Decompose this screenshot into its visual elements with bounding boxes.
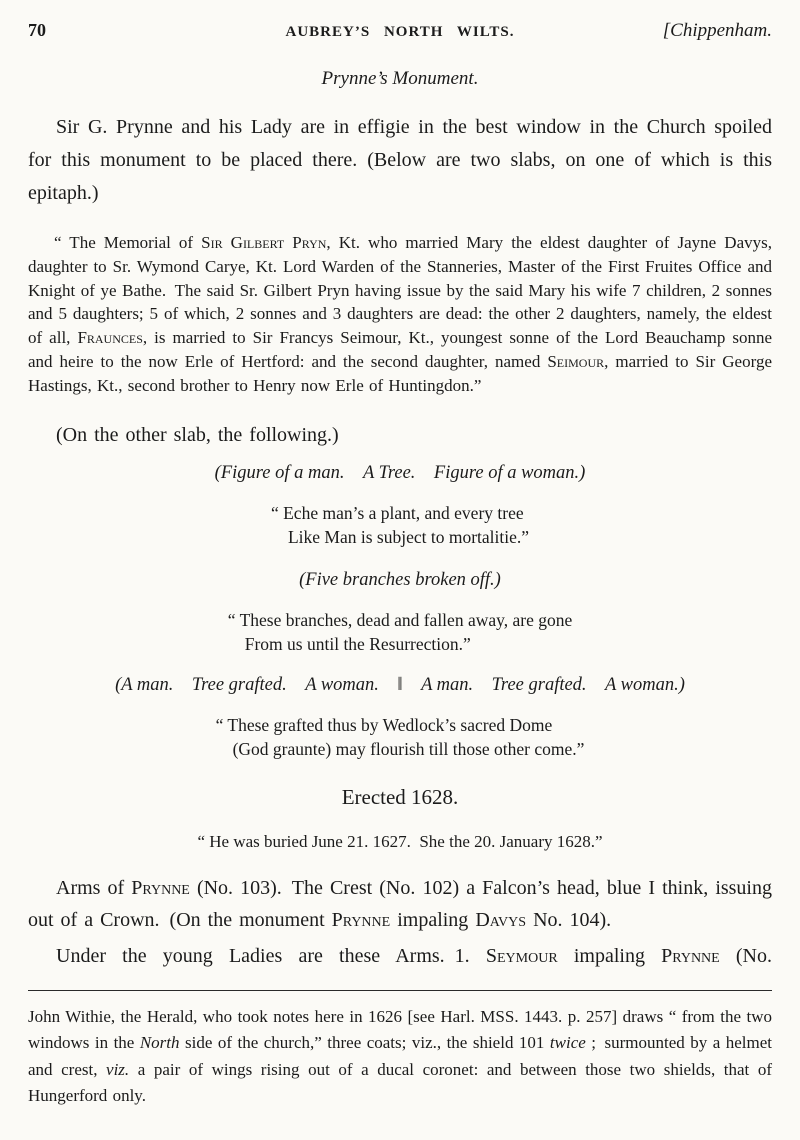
verse-2-text — [228, 608, 572, 656]
erected-line: Erected 1628. — [341, 784, 459, 809]
arms-paragraph: Arms of Prynne (No. 103). The Crest (No. 102) a Falcon’s head, blue I think, issuing out of a Crown. (On the monument Prynne impaling Davys No. 104). — [28, 876, 772, 931]
verse-2 — [28, 608, 772, 656]
intro-paragraph: Sir G. Prynne and his Lady are in effigie in the best window in the Church spoiled for this monument to be placed there. (Below are two slabs, on one of which is this epitaph.) — [28, 116, 772, 204]
verse-line: “ Eche man’s a plant, and every tree — [270, 502, 524, 523]
footnote-divider — [28, 990, 772, 991]
verse-line: “ These branches, dead and fallen away, are gone — [227, 609, 573, 630]
footnote-paragraph: John Withie, the Herald, who took notes here in 1626 [see Harl. MSS. 1443. p. 257] draws “ from the two windows in the North side of the church,” three coats; viz., the shield 101 twice ; surmounted by a helmet and crest, viz. a pair of wings rising out of a ducal coronet: and between those two shields, that of Hungerford only. — [28, 1006, 773, 1106]
page-number: 70 — [28, 20, 46, 40]
burial-line: “ He was buried June 21. 1627. She the 20. January 1628.” — [197, 831, 603, 851]
verse-1-text — [271, 501, 529, 549]
grafted-caption: (A man. Tree grafted. A woman. ‖ A man. Tree grafted. A woman.) — [115, 674, 685, 695]
running-title: AUBREY’S NORTH WILTS. — [285, 24, 515, 40]
verse-1 — [28, 501, 772, 549]
verse-3-text — [216, 713, 585, 761]
other-slab-line: (On the other slab, the following.) — [56, 423, 339, 446]
verse-line: (God graunte) may flourish till those other come.” — [232, 738, 585, 759]
branches-caption: (Five branches broken off.) — [299, 569, 501, 590]
verse-line: “ These grafted thus by Wedlock’s sacred Dome — [215, 714, 553, 735]
epitaph-paragraph: “ The Memorial of Sir Gilbert Pryn, Kt. who married Mary the eldest daughter of Jayne Davys, daughter to Sr. Wymond Carye, Kt. Lord Warden of the Stanneries, Master of the First Fruites Office and Knight of ye Bathe. The said Sr. Gilbert Pryn having issue by the said Mary his wife 7 children, 2 sonnes and 5 daughters; 5 of which, 2 sonnes and 3 daughters are dead: the other 2 daughters, namely, the eldest of all, Fraunces, is married to Sir Francys Seimour, Kt., youngest sonne of the Lord Beauchamp sonne and heire to the now Erle of Hertford: and the second daughter, named Seimour, married to Sir George Hastings, Kt., second brother to Henry now Erle of Huntingdon.” — [28, 233, 772, 395]
figures-caption: (Figure of a man. A Tree. Figure of a woman.) — [214, 462, 586, 483]
running-head — [28, 20, 772, 42]
verse-line: From us until the Resurrection.” — [244, 633, 471, 654]
running-place-label: [Chippenham. — [662, 20, 772, 41]
section-title: Prynne’s Monument. — [321, 68, 479, 89]
verse-line: Like Man is subject to mortalitie.” — [287, 526, 530, 547]
verse-3 — [28, 713, 772, 761]
under-ladies-paragraph: Under the young Ladies are these Arms. 1. Seymour impaling Prynne (No. — [56, 944, 773, 967]
